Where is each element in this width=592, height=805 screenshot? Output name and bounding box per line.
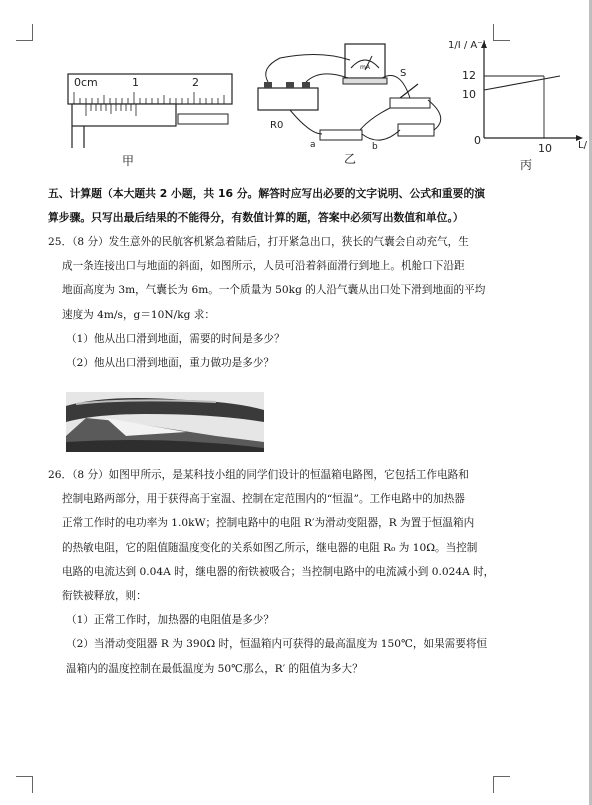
q26-line-6: 衔铁被释放，则： xyxy=(62,590,147,603)
q26-line-2: 控制电路两部分，用于获得高于室温、控制在定范围内的“恒温”。工作电路中的加热器 xyxy=(62,493,465,506)
q26-line-4: 的热敏电阻，它的阻值随温度变化的关系如图乙所示，继电器的电阻 R₀ 为 10Ω。当控制 xyxy=(62,541,478,554)
question-26 xyxy=(48,463,498,681)
graph-drawing xyxy=(440,38,590,173)
figure-vernier-caliper xyxy=(60,38,240,168)
q25-line-3: 地面高度为 3m，气囊长为 6m。一个质量为 50kg 的人沿气囊从出口处下滑到地面的平均 xyxy=(62,284,486,297)
vernier-caliper-drawing xyxy=(60,38,240,168)
q26-sub-1: （1）正常工作时，加热器的电阻值是多少？ xyxy=(66,614,275,627)
graph-y-tick-10: 10 xyxy=(462,88,476,101)
label-switch-s: S xyxy=(400,68,407,79)
q26-line-5: 电路的电流达到 0.04A 时，继电器的衔铁被吸合；当控制电路中的电流减小到 0.024A 时， xyxy=(62,565,495,578)
q26-sub-2-cont: 温箱内的温度控制在最低温度为 50℃那么，R′ 的阻值为多大？ xyxy=(66,662,363,675)
label-r0: R0 xyxy=(270,120,284,131)
airplane-slide-drawing xyxy=(66,392,264,452)
label-a: a xyxy=(310,140,316,150)
q25-sub-2: （2）他从出口滑到地面，重力做功是多少？ xyxy=(66,357,275,370)
q25-sub-1: （1）他从出口滑到地面，需要的时间是多少？ xyxy=(66,332,285,345)
figure-circuit xyxy=(250,38,455,168)
q25-line-4: 速度为 4m/s，g＝10N/kg 求： xyxy=(62,308,215,321)
figure-caption-jia: 甲 xyxy=(122,154,135,168)
q26-sub-2: （2）当滑动变阻器 R 为 390Ω 时，恒温箱内可获得的最高温度为 150℃，如果需要将恒 xyxy=(66,638,488,651)
caliper-tick-1: 1 xyxy=(132,76,139,89)
circuit-drawing xyxy=(250,38,455,168)
crop-mark-bottom-left xyxy=(16,776,33,793)
graph-y-axis-label: 1/I / A⁻¹ xyxy=(448,40,487,51)
graph-y-tick-12: 12 xyxy=(462,69,476,82)
caliper-tick-0: 0cm xyxy=(74,76,98,89)
figure-graph xyxy=(440,38,590,173)
label-b: b xyxy=(372,142,378,152)
airplane-slide-photo xyxy=(66,392,264,452)
graph-x-tick-0: 0 xyxy=(474,134,481,147)
graph-x-tick-10: 10 xyxy=(538,142,552,155)
q26-line-1: 26．（8 分）如图甲所示，是某科技小组的同学们设计的恒温箱电路图，它包括工作电路和 xyxy=(48,469,469,481)
crop-mark-bottom-right xyxy=(493,776,510,793)
caliper-tick-2: 2 xyxy=(192,76,199,89)
graph-x-axis-label: L/ xyxy=(578,140,587,151)
figure-caption-yi: 乙 xyxy=(344,152,357,166)
crop-mark-top-left xyxy=(16,24,33,41)
q25-line-2: 成一条连接出口与地面的斜面，如图所示，人员可沿着斜面滑行到地上。机舱口下沿距 xyxy=(62,260,465,273)
q26-line-3: 正常工作时的电功率为 1.0kW；控制电路中的电阻 R′为滑动变阻器，R 为置于恒温箱内 xyxy=(62,517,475,530)
section-heading-line-2: 算步骤。只写出最后结果的不能得分，有数值计算的题，答案中必须写出数值和单位。） xyxy=(48,211,464,225)
section-heading xyxy=(48,182,498,230)
q25-line-1: 25．（8 分）发生意外的民航客机紧急着陆后，打开紧急出口，狭长的气囊会自动充气，生 xyxy=(48,236,469,248)
section-heading-line-1: 五、计算题（本大题共 2 小题，共 16 分。解答时应写出必要的文字说明、公式和重要的演 xyxy=(48,187,486,200)
question-25 xyxy=(48,230,498,375)
label-milliammeter: mA xyxy=(360,64,370,71)
figure-caption-bing: 丙 xyxy=(520,158,533,172)
